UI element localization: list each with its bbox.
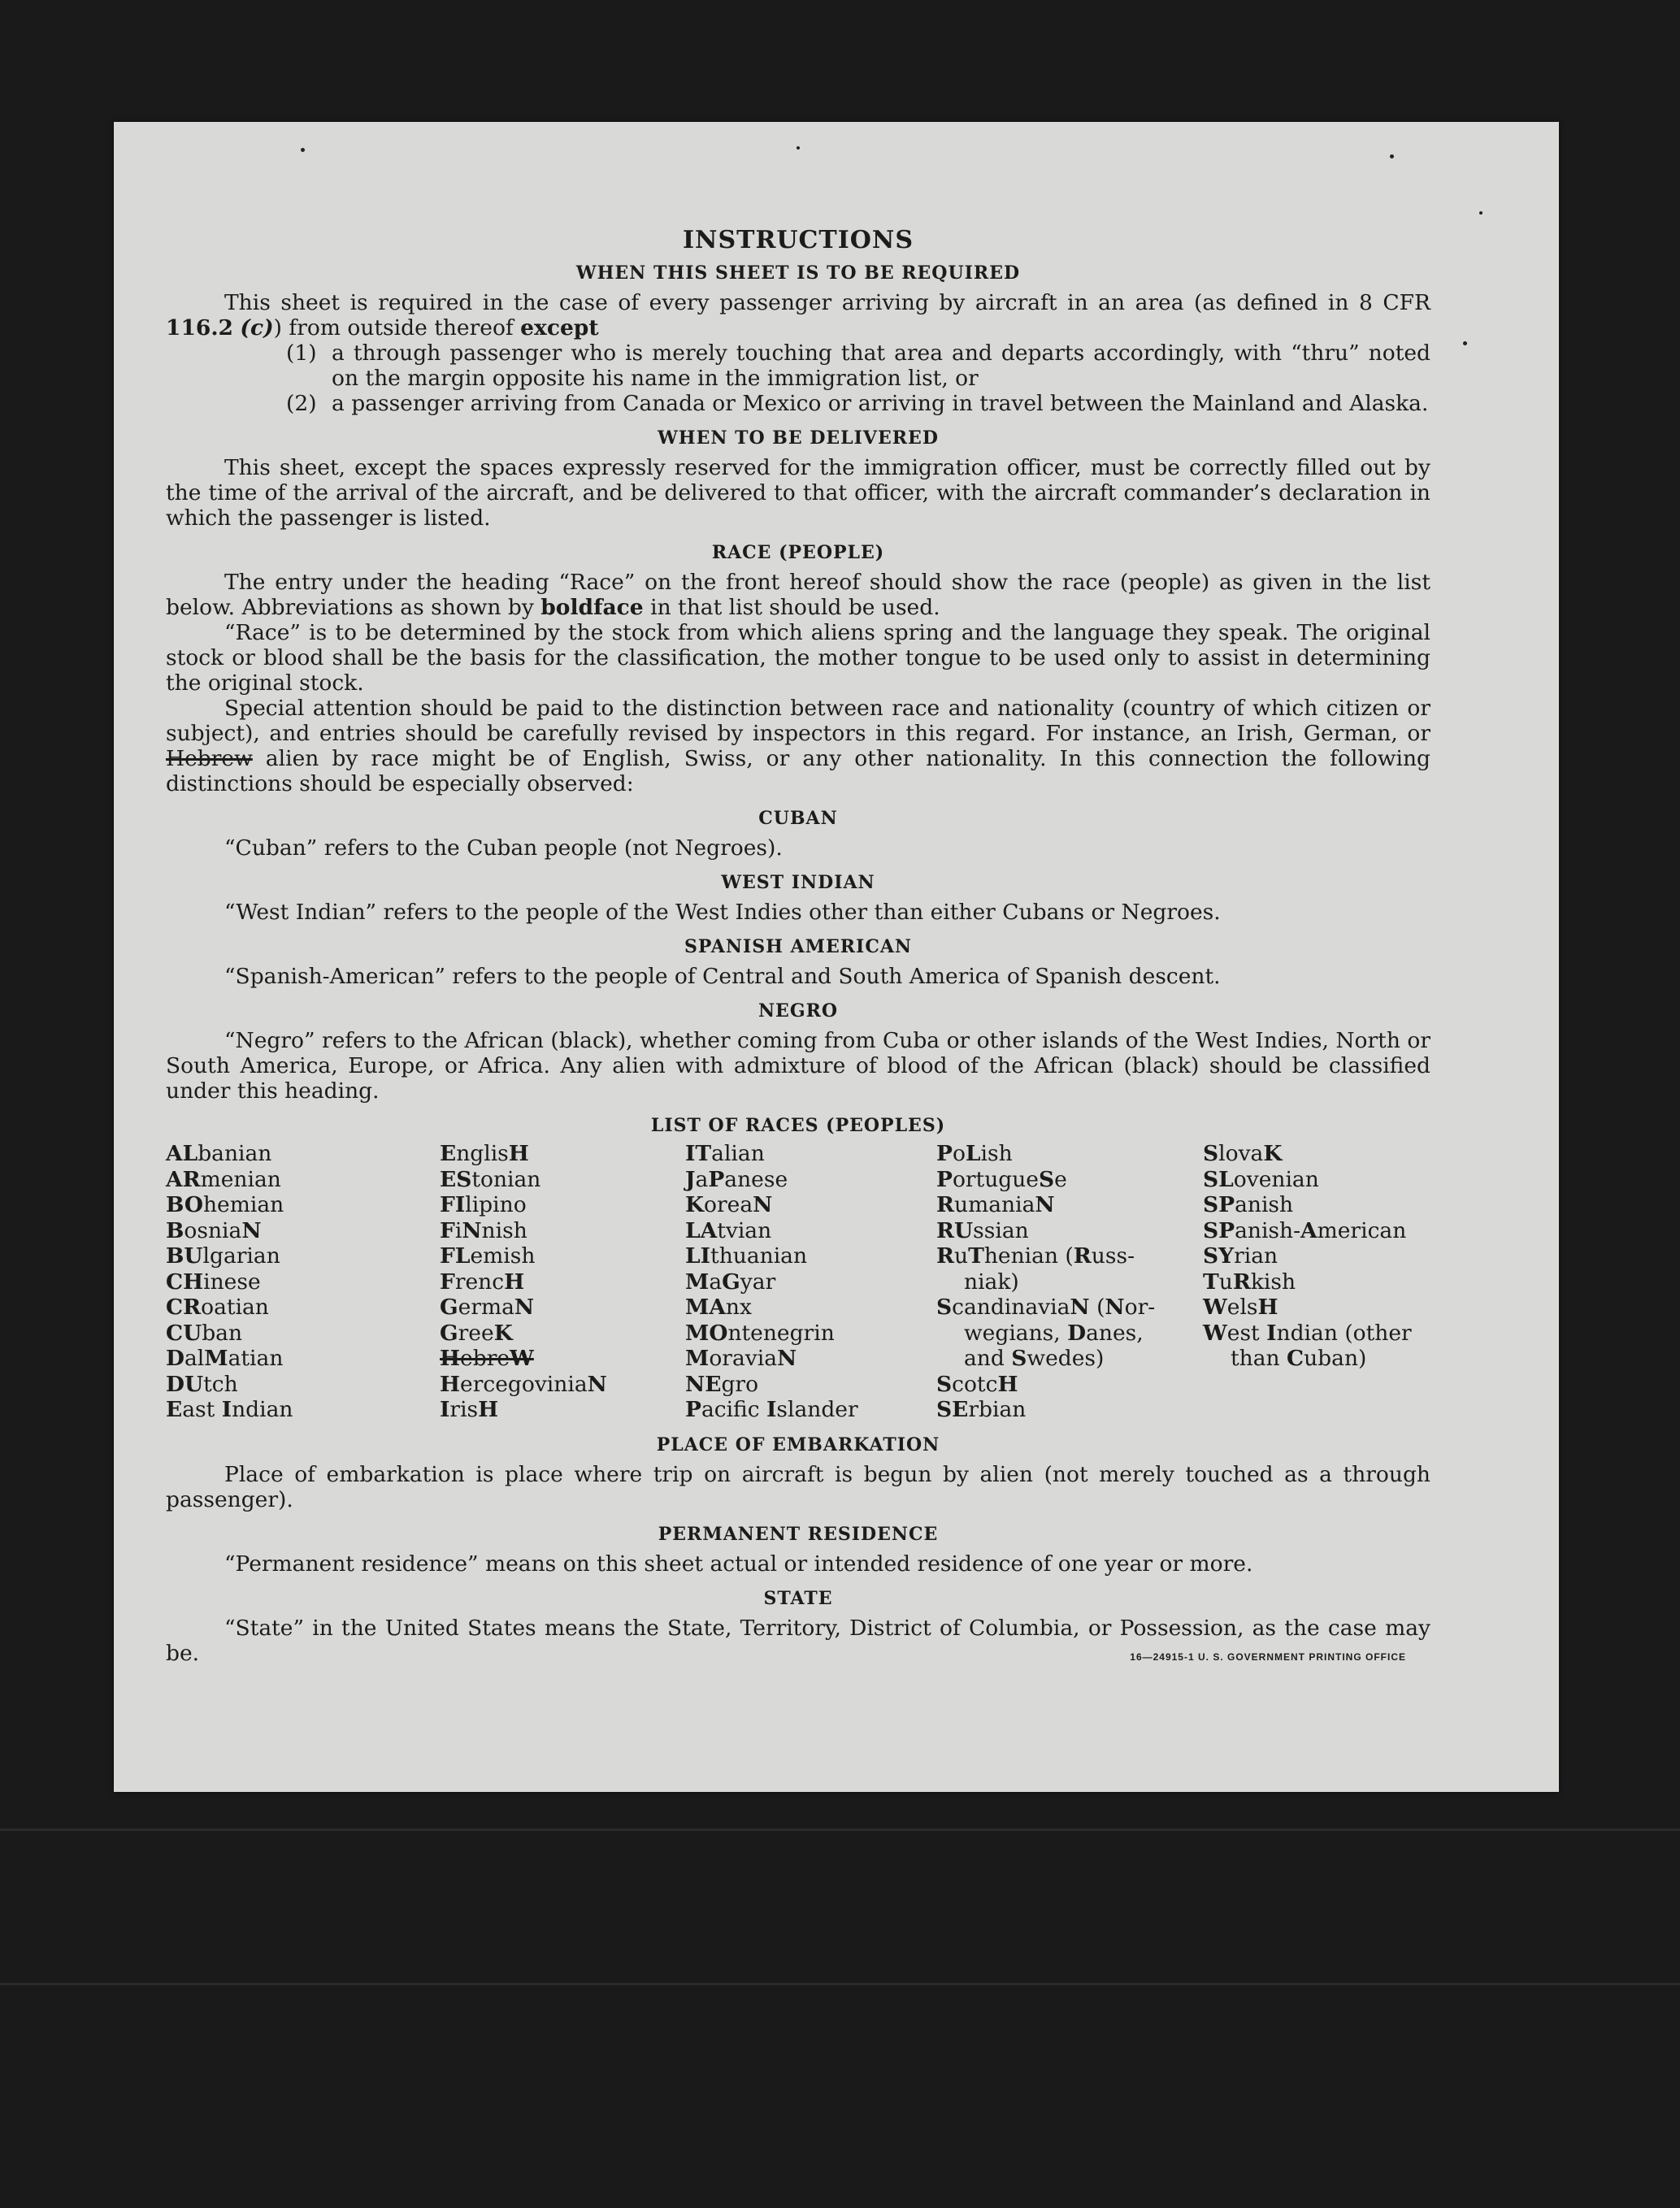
dust-speck (1390, 154, 1394, 158)
race-entry: MaGyar (685, 1269, 776, 1295)
races-column-3 (685, 1141, 936, 1423)
race-entry: FiNnish (440, 1217, 527, 1243)
race-entry: SPanish-American (1203, 1217, 1407, 1243)
item-number: (1) (286, 341, 317, 366)
print-footnote: 16—24915-1 U. S. GOVERNMENT PRINTING OFFICE (1130, 1651, 1406, 1663)
race-entry: TuRkish (1203, 1269, 1296, 1295)
race-entry: KoreaN (685, 1192, 773, 1217)
race-paragraph-3 (166, 696, 1430, 796)
residence-text: “Permanent residence” means on this sheet actual or intended residence of one year or more. (224, 1551, 1253, 1577)
heading-embarkation: PLACE OF EMBARKATION (656, 1434, 940, 1455)
race-entry: EStonian (440, 1166, 541, 1192)
race-entry: LAtvian (685, 1217, 772, 1243)
race-entry: ScandinaviaN (Nor- (936, 1295, 1156, 1320)
heading-delivered: WHEN TO BE DELIVERED (658, 427, 939, 449)
dust-speck (797, 146, 800, 150)
race-entry: CHinese (166, 1269, 261, 1295)
document-body (166, 226, 1430, 1664)
race-entry-continued: niak) (964, 1269, 1019, 1295)
race-entry: MOntenegrin (685, 1320, 835, 1346)
race-entry: FIlipino (440, 1192, 527, 1217)
race-paragraph-2: “Race” is to be determined by the stock from which aliens spring and the language they speak. The original stock or blood shall be the basis for the classification, the mother tongue to be used only to assist in determining the original stock. (166, 620, 1430, 696)
race-entry: JaPanese (685, 1166, 788, 1192)
race-entry: West Indian (other (1203, 1320, 1412, 1346)
races-list (166, 1141, 1430, 1423)
race-entry-continued: and Swedes) (964, 1346, 1105, 1371)
heading-permanent-residence: PERMANENT RESIDENCE (658, 1523, 939, 1545)
item-text: a passenger arriving from Canada or Mexico or arriving in travel between the Mainland and Alaska. (332, 391, 1429, 416)
item-number: (2) (286, 391, 317, 416)
page-title: INSTRUCTIONS (683, 226, 914, 254)
heading-required: WHEN THIS SHEET IS TO BE REQUIRED (575, 262, 1021, 284)
except-word: except (520, 315, 599, 341)
heading-west-indian: WEST INDIAN (721, 872, 875, 893)
race-entry: BosniaN (166, 1217, 262, 1243)
race-paragraph-1 (166, 570, 1430, 620)
dust-speck (301, 148, 305, 152)
race-entry: BOhemian (166, 1192, 284, 1217)
race-entry: DalMatian (166, 1346, 284, 1371)
instructions-sheet (114, 122, 1559, 1792)
heading-spanish-american: SPANISH AMERICAN (684, 936, 913, 957)
race-entry: ITalian (685, 1141, 765, 1166)
race-text: Special attention should be paid to the distinction between race and nationality (country of which citizen or subject), and entries should be carefully revised by inspectors in this regard. For instance, an Irish, German, or (166, 696, 1430, 746)
dust-speck (1463, 341, 1467, 345)
race-entry: East Indian (166, 1397, 293, 1422)
heading-race: RACE (PEOPLE) (711, 542, 885, 563)
west-indian-text: “West Indian” refers to the people of the West Indies other than either Cubans or Negroes. (224, 900, 1221, 925)
race-entry: CRoatian (166, 1295, 269, 1320)
race-entry: PortugueSe (936, 1166, 1067, 1192)
race-entry: CUban (166, 1320, 243, 1346)
race-text: in that list should be used. (650, 595, 940, 620)
race-entry: RUssian (936, 1217, 1029, 1243)
boldface-word: boldface (540, 595, 644, 620)
cfr-subsection: (c) (240, 315, 274, 341)
race-entry: FrencH (440, 1269, 525, 1295)
state-text: “State” in the United States means the State, Territory, District of Columbia, or Possession, as the case may be. (166, 1615, 1430, 1666)
scan-band (0, 1828, 1680, 1831)
race-entry: SPanish (1203, 1192, 1294, 1217)
race-entry: DUtch (166, 1371, 238, 1397)
race-entry: MAnx (685, 1295, 752, 1320)
delivered-text: This sheet, except the spaces expressly reserved for the immigration officer, must be correctly filled out by the time of the arrival of the aircraft, and be delivered to that officer, with the aircraft commander’s declaration in which the passenger is listed. (166, 455, 1430, 531)
race-entry: SErbian (936, 1397, 1027, 1422)
race-entry: NEgro (685, 1371, 759, 1397)
dust-speck (1479, 211, 1482, 215)
race-entry: PoLish (936, 1141, 1013, 1166)
race-entry: SYrian (1203, 1243, 1278, 1269)
race-entry: WelsH (1203, 1295, 1278, 1320)
heading-list-of-races: LIST OF RACES (PEOPLES) (650, 1115, 946, 1136)
spanish-american-text: “Spanish-American” refers to the people of Central and South America of Spanish descent. (224, 964, 1221, 989)
race-text: The entry under the heading “Race” on the front hereof should show the race (people) as given in the list below. Abbreviations as shown by (166, 570, 1430, 620)
races-column-4 (936, 1141, 1203, 1423)
race-entry: FLemish (440, 1243, 536, 1269)
race-entry: Pacific Islander (685, 1397, 858, 1422)
heading-state: STATE (763, 1587, 833, 1609)
race-entry-continued: than Cuban) (1231, 1346, 1367, 1371)
races-column-2 (440, 1141, 685, 1423)
race-entry: MoraviaN (685, 1346, 797, 1371)
list-item (286, 391, 1430, 416)
intro-text: This sheet is required in the case of every passenger arriving by aircraft in an area (as defined in 8 CFR (224, 290, 1430, 315)
race-text: alien by race might be of English, Swiss, or any other nationality. In this connection the following distinctions should be especially observed: (166, 746, 1430, 796)
heading-negro: NEGRO (758, 1000, 839, 1022)
cuban-text: “Cuban” refers to the Cuban people (not Negroes). (224, 835, 783, 861)
race-entry: BUlgarian (166, 1243, 280, 1269)
race-entry: IrisH (440, 1397, 499, 1422)
race-entry: RuThenian (Russ- (936, 1243, 1135, 1269)
race-entry: EnglisH (440, 1141, 529, 1166)
race-entry: ARmenian (166, 1166, 281, 1192)
race-entry: GreeK (440, 1320, 513, 1346)
embarkation-text: Place of embarkation is place where trip on aircraft is begun by alien (not merely touched as a through passenger). (166, 1461, 1430, 1512)
race-entry-struck: HebreW (440, 1346, 534, 1371)
scan-band (0, 1983, 1680, 1985)
list-item (286, 341, 1430, 391)
negro-text: “Negro” refers to the African (black), whether coming from Cuba or other islands of the West Indies, North or South America, Europe, or Africa. Any alien with admixture of blood of the African (black) should be classified under this heading. (166, 1028, 1430, 1104)
race-entry: SLovenian (1203, 1166, 1319, 1192)
race-entry: GermaN (440, 1295, 535, 1320)
race-entry: LIthuanian (685, 1243, 808, 1269)
race-entry: HercegoviniaN (440, 1371, 607, 1397)
item-text: a through passenger who is merely touching that area and departs accordingly, with “thru” noted on the margin opposite his name in the immigration list, or (332, 341, 1430, 391)
intro-text: ) from outside thereof (273, 315, 514, 341)
races-column-1 (166, 1141, 440, 1423)
race-entry: RumaniaN (936, 1192, 1055, 1217)
required-intro (166, 290, 1430, 341)
race-entry-continued: wegians, Danes, (964, 1320, 1144, 1346)
races-column-5 (1203, 1141, 1430, 1423)
race-entry: ALbanian (166, 1141, 272, 1166)
cfr-section: 116.2 (166, 315, 233, 341)
struck-word: Hebrew (166, 746, 253, 771)
race-entry: ScotcH (936, 1371, 1018, 1397)
race-entry: SlovaK (1203, 1141, 1283, 1166)
heading-cuban: CUBAN (758, 808, 838, 829)
